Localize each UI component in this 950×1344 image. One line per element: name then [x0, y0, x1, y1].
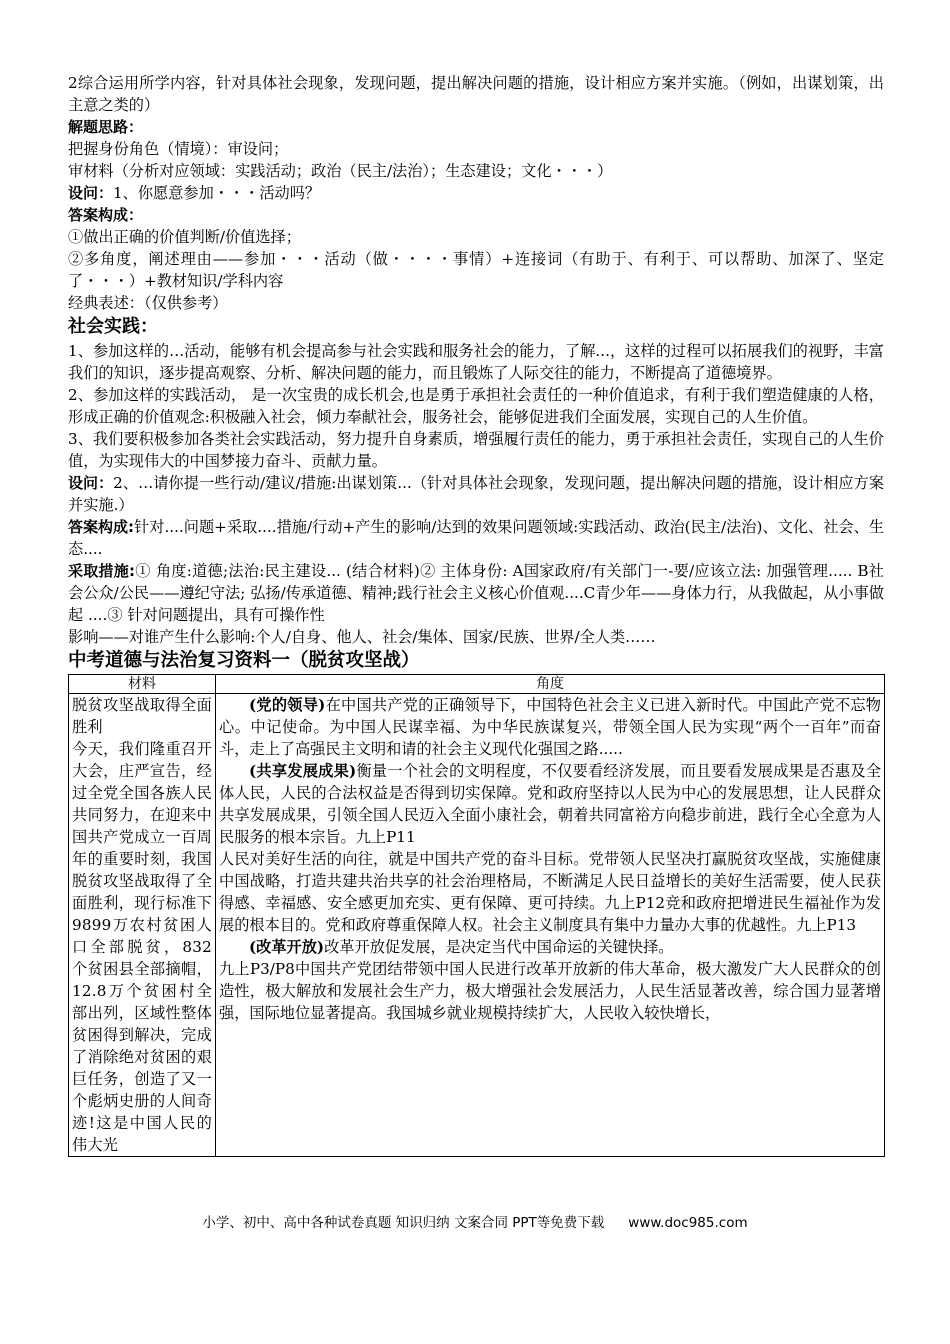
- angle-text: 改革开放促发展，是决定当代中国命运的关键快择。: [324, 938, 674, 956]
- question-2: [68, 472, 884, 516]
- angle-text: 衡量一个社会的文明程度，不仅要看经济发展，而且要看发展成果是否惠及全体人民，人民的合法权益是否得到切实保障。党和政府坚持以人民为中心的发展思想，让人民群众共享发展成果，引领全国人民迈入全面小康社会，朝着共同富裕方向稳步前进，践行全心全意为人民服务的根本宗旨。九上P11: [219, 762, 882, 846]
- footer-text: 小学、初中、高中各种试卷真题 知识归纳 文案合同 PPT等免费下载: [202, 1215, 605, 1231]
- answer-step-2: ②多角度，阐述理由——参加・・・活动（做・・・・事情）+连接词（有助于、有利于、可以帮助、加深了、坚定了・・・）+教材知识/学科内容: [68, 250, 884, 290]
- question-1: [68, 182, 884, 204]
- angle-tag: (党的领导): [249, 696, 326, 714]
- angle-people-wellbeing: 人民对美好生活的向往，就是中国共产党的奋斗目标。党带领人民坚决打赢脱贫攻坚战，实施健康中国战略，打造共建共治共享的社会治理格局，不断满足人民日益增长的美好生活需要，使人民获得感、幸福感、安全感更加充实、更有保障、更可持续。九上P12竞和政府把增进民生福祉作为发展的根本目的。党和政府尊重保障人权。社会主义制度具有集中力量办大事的优越性。九上P13: [219, 850, 881, 934]
- answer-composition: [68, 516, 884, 560]
- material-text: 脱贫攻坚战取得全面胜利 今天，我们隆重召开大会，庄严宣告，经过全党全国各族人民共同努力，在迎来中国共产党成立一百周年的重要时刻，我国脱贫攻坚战取得了全面胜利，现行标准下9899万农村贫困人口全部脱贫，832 个贫困县全部摘帽，12.8万个贫困村全部出列，区域性整体贫困得到解决，完成了消除绝对贫困的艰巨任务，创造了又一个彪炳史册的人间奇迹!这是中国人民的伟大光: [72, 696, 212, 1154]
- angle-reform-opening: [219, 936, 881, 958]
- measures-label: 采取措施:: [68, 562, 136, 580]
- thinking-heading: 解题思路：: [68, 118, 144, 136]
- question-2-text: 2、…请你提一些行动/建议/措施:出谋划策...（针对具体社会现象，发现问题，提出解决问题的措施，设计相应方案并实施.）: [68, 474, 884, 514]
- question-1-label: 设问：: [68, 184, 114, 202]
- angle-reform-detail: 九上P3/P8中国共产党团结带领中国人民进行改革开放新的伟大革命，极大激发广大人民群众的创造性，极大解放和发展社会生产力，极大增强社会发展活力，人民生活显著改善，综合国力显著增强，国际地位显著提高。我国城乡就业规模持续扩大，人民收入较快增长，: [219, 960, 881, 1022]
- social-paragraph-3: 3、我们要积极参加各类社会实践活动，努力提升自身素质，增强履行责任的能力，勇于承担社会责任，实现自己的人生价值，为实现伟大的中国梦接力奋斗、贡献力量。: [68, 430, 884, 470]
- classic-expression: 经典表述：（仅供参考）: [68, 294, 228, 312]
- material-column-header: 材料: [69, 675, 216, 694]
- answer-composition-label: 答案构成:: [68, 518, 135, 536]
- question-1-text: 1、你愿意参加・・・活动吗？: [113, 184, 321, 202]
- measures-text: ① 角度:道德;法治:民主建设... (结合材料)② 主体身份: A国家政府/有关部门一-要/应该立法: 加强管理..... B社会公众/公民——遵纪守法; 弘扬/传承道德、精神;践行社会主义核心价值观....C青少年——身体力行，从我做起，从小事做起 ....③ 针对问题提出，具有可操作性: [68, 562, 884, 624]
- answer-heading: 答案构成：: [68, 206, 144, 224]
- review-table: [68, 674, 885, 1157]
- angle-shared-development: [219, 760, 881, 848]
- angle-party-leadership: [219, 694, 881, 760]
- page-footer: [0, 1211, 950, 1231]
- footer-site: www.doc985.com: [628, 1215, 748, 1231]
- question-2-label: 设问：: [68, 474, 114, 492]
- document-content: [68, 72, 884, 1157]
- thinking-step-2: 审材料（分析对应领域：实践活动；政治（民主/法治）；生态建设；文化・・・）: [68, 162, 613, 180]
- angle-column-header: 角度: [216, 675, 885, 694]
- social-paragraph-1: 1、参加这样的…活动，能够有机会提高参与社会实践和服务社会的能力，了解...，这样的过程可以拓展我们的视野，丰富我们的知识，逐步提高观察、分析、解决问题的能力，而且锻炼了人际交往的能力，不断提高了道德境界。: [68, 342, 884, 382]
- intro-line: 2综合运用所学内容，针对具体社会现象，发现问题，提出解决问题的措施，设计相应方案并实施。（例如，出谋划策，出主意之类的）: [68, 74, 884, 114]
- material-cell: [69, 694, 216, 1157]
- measures: [68, 560, 884, 626]
- review-title: 中考道德与法治复习资料一（脱贫攻坚战）: [68, 650, 420, 671]
- table-row: [69, 694, 885, 1157]
- angle-text: 在中国共产党的正确领导下，中国特色社会主义已进入新时代。中国此产党不忘物心。中记使命。为中国人民谋幸福、为中华民族谋复兴，带领全国人民为实现“两个一百年”而奋斗，走上了高强民主文明和请的社会主义现代化强国之路.....: [219, 696, 881, 758]
- social-paragraph-2: 2、参加这样的实践活动， 是一次宝贵的成长机会,也是勇于承担社会责任的一种价值追求，有利于我们塑造健康的人格，形成正确的价值观念:积极融入社会，倾力奉献社会，服务社会，能够促进我们全面发展，实现自己的人生价值。: [68, 386, 884, 426]
- social-practice-heading: 社会实践：: [68, 316, 158, 337]
- angle-cell: [216, 694, 885, 1157]
- angle-tag: (共享发展成果): [249, 762, 357, 780]
- impact-line: 影响——对谁产生什么影响:个人/自身、他人、社会/集体、国家/民族、世界/全人类……: [68, 628, 656, 646]
- thinking-step-1: 把握身份角色（情境）：审设问；: [68, 140, 289, 158]
- answer-composition-text: 针对....问题+采取....措施/行动+产生的影响/达到的效果问题领域:实践活动、政治(民主/法治)、文化、社会、生态....: [68, 518, 885, 558]
- answer-step-1: ①做出正确的价值判断/价值选择；: [68, 228, 301, 246]
- table-header-row: [69, 675, 885, 694]
- angle-tag: (改革开放): [249, 938, 325, 956]
